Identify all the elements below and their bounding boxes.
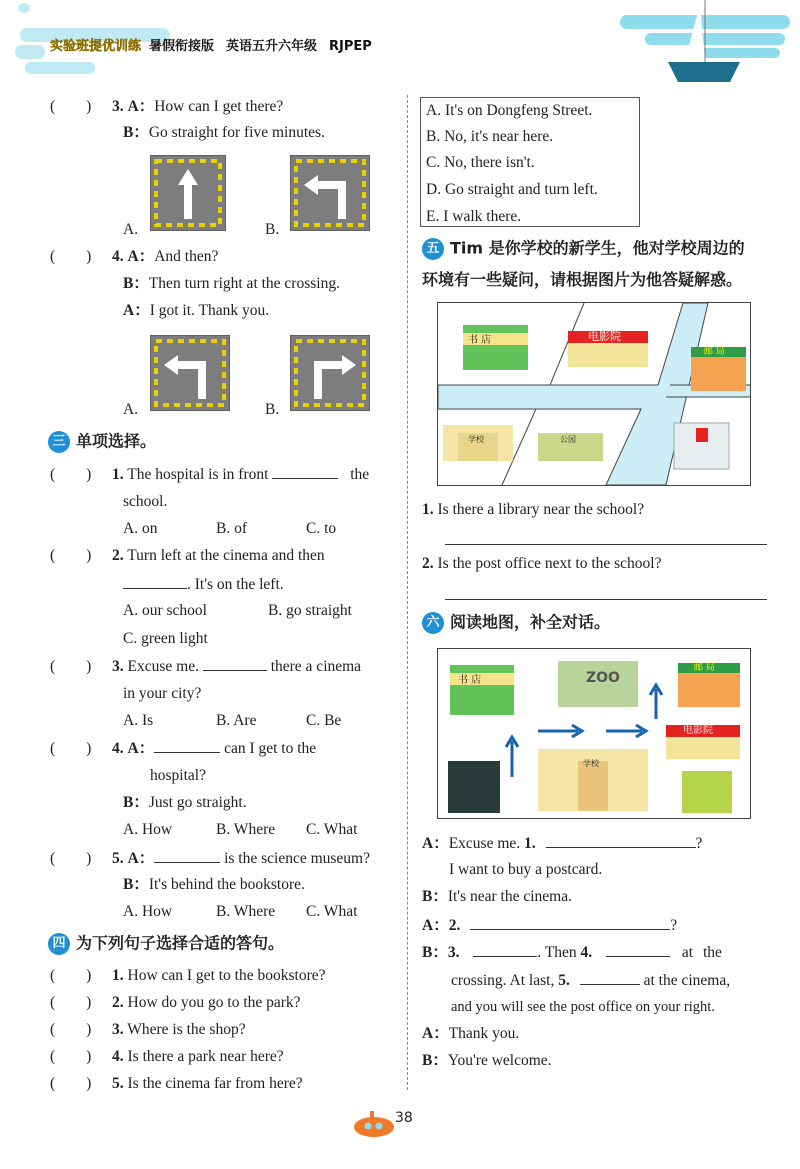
mc-options: A. How B. Where C. What: [123, 821, 358, 838]
dialog-line: and you will see the post office on your right.: [451, 999, 715, 1015]
section-5-heading-line2: 环境有一些疑问，请根据图片为他答疑解惑。: [422, 270, 743, 289]
dialog-line-1: A：Excuse me. 1. ?: [422, 835, 703, 852]
mc-options: A. Is B. Are C. Be: [123, 712, 342, 729]
mc-line: B：It's behind the bookstore.: [123, 876, 305, 893]
dialog-line: B：It's near the cinema.: [422, 888, 572, 905]
dialog-line: I want to buy a postcard.: [449, 861, 603, 878]
answer-paren[interactable]: ( ): [50, 248, 92, 265]
route-map: [437, 648, 751, 819]
match-question-4: ( ) 4. Is there a park near here?: [50, 1048, 284, 1065]
answer-option: A. It's on Dongfeng Street.: [426, 102, 593, 119]
section-5-heading: 五 Tim 是你学校的新学生，他对学校周边的: [422, 238, 745, 260]
park-label: 公园: [560, 435, 576, 444]
bookstore-label: 书 店: [458, 675, 482, 686]
dialog-line: B：3. . Then 4. at the: [422, 944, 722, 961]
answer-paren[interactable]: ( ): [50, 1021, 92, 1038]
answer-paren[interactable]: ( ): [50, 994, 92, 1011]
school-label: 学校: [583, 759, 599, 768]
dialog-line: crossing. At last, 5. at the cinema,: [451, 972, 731, 989]
cinema-label: 电影院: [683, 725, 713, 736]
arrow-straight-sign-icon: [150, 155, 226, 231]
answer-options-box: [420, 97, 640, 227]
neighborhood-map: [437, 302, 751, 486]
q4-a2-line: A：I got it. Thank you.: [123, 302, 270, 319]
match-question-2: ( ) 2. How do you go to the park?: [50, 994, 301, 1011]
answer-option: C. No, there isn't.: [426, 154, 535, 171]
dialog-line: A：2. ?: [422, 917, 678, 934]
question-3: ( ) 3. A：How can I get there?: [50, 98, 284, 115]
section-3-heading: 三 单项选择。: [48, 431, 156, 453]
mc-question-2: ( ) 2. Turn left at the cinema and then: [50, 547, 325, 564]
mc-question-3: ( ) 3. Excuse me. there a cinema: [50, 658, 362, 675]
option-a-label: A.: [123, 401, 139, 418]
section-6-heading: 六 阅读地图，补全对话。: [422, 612, 610, 634]
mc-question-5: ( ) 5. A： is the science museum?: [50, 850, 370, 867]
match-question-1: ( ) 1. How can I get to the bookstore?: [50, 967, 326, 984]
mc-line: hospital?: [150, 767, 206, 784]
page-number: 38: [395, 1110, 413, 1126]
answer-paren[interactable]: ( ): [50, 98, 92, 115]
bookstore-label: 书 店: [468, 335, 492, 346]
mc-question-4: ( ) 4. A： can I get to the: [50, 740, 317, 757]
dialog-line: B：You're welcome.: [422, 1052, 552, 1069]
cinema-label: 电影院: [588, 330, 621, 343]
q5-question-2: 2. Is the post office next to the school?: [422, 555, 662, 572]
post-office-label: 邮 局: [694, 663, 715, 673]
q5-question-1: 1. Is there a library near the school?: [422, 501, 645, 518]
mc-line: in your city?: [123, 685, 202, 702]
mc-options: A. How B. Where C. What: [123, 903, 358, 920]
mc-line: B：Just go straight.: [123, 794, 247, 811]
submarine-icon: [352, 1105, 396, 1139]
answer-option: D. Go straight and turn left.: [426, 181, 598, 198]
match-question-5: ( ) 5. Is the cinema far from here?: [50, 1075, 303, 1092]
column-divider: [407, 95, 408, 1090]
zoo-label: ZOO: [586, 670, 620, 686]
dialog-line: A：Thank you.: [422, 1025, 520, 1042]
match-question-3: ( ) 3. Where is the shop?: [50, 1021, 246, 1038]
q4-b-line: B：Then turn right at the crossing.: [123, 275, 340, 292]
question-4: ( ) 4. A：And then?: [50, 248, 219, 265]
answer-paren[interactable]: ( ): [50, 850, 92, 867]
mc-line: school.: [123, 493, 168, 510]
mc-line: . It's on the left.: [123, 575, 284, 594]
answer-paren[interactable]: ( ): [50, 967, 92, 984]
mc-options: A. on B. of C. to: [123, 520, 337, 537]
answer-paren[interactable]: ( ): [50, 547, 92, 564]
answer-paren[interactable]: ( ): [50, 1075, 92, 1092]
option-a-label: A.: [123, 221, 139, 238]
option-b-label: B.: [265, 221, 280, 238]
answer-paren[interactable]: ( ): [50, 740, 92, 757]
q3-b-line: B：Go straight for five minutes.: [123, 124, 325, 141]
answer-option: E. I walk there.: [426, 208, 522, 225]
arrow-turn-right-sign-icon: [290, 335, 370, 411]
post-office-label: 邮 局: [704, 347, 725, 357]
mc-question-1: ( ) 1. The hospital is in front the: [50, 466, 370, 483]
answer-paren[interactable]: ( ): [50, 466, 92, 483]
section-4-heading: 四 为下列句子选择合适的答句。: [48, 933, 284, 955]
school-label: 学校: [468, 435, 484, 444]
mc-options: A. our school B. go straight: [123, 602, 352, 619]
page-header: [0, 0, 800, 90]
arrow-turn-left-sign-icon: [150, 335, 230, 411]
answer-line[interactable]: [445, 599, 767, 600]
answer-paren[interactable]: ( ): [50, 1048, 92, 1065]
answer-line[interactable]: [445, 544, 767, 545]
arrow-turn-left-sign-icon: [290, 155, 370, 231]
answer-option: B. No, it's near here.: [426, 128, 554, 145]
option-b-label: B.: [265, 401, 280, 418]
mc-option: C. green light: [123, 630, 208, 647]
header-title: 实验班提优训练 暑假衔接版 英语五升六年级 RJPEP: [50, 39, 372, 54]
answer-paren[interactable]: ( ): [50, 658, 92, 675]
